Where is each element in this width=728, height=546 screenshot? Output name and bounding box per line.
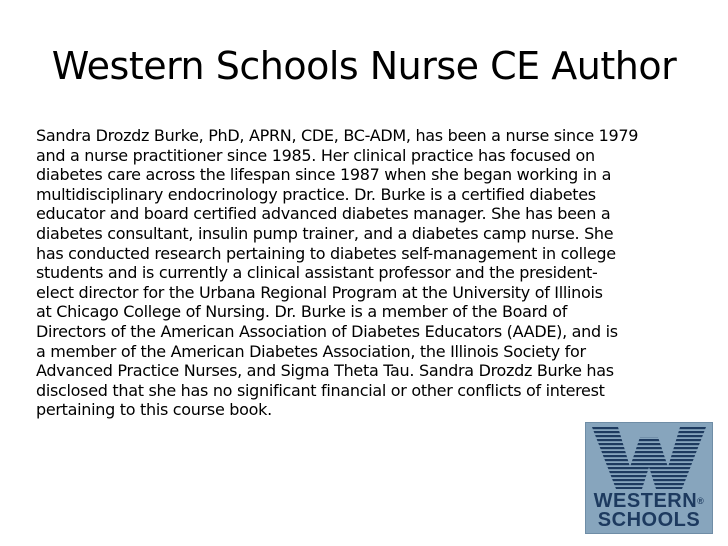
bio-line: Directors of the American Association of Diabetes Educators (AADE), and is (36, 321, 618, 341)
bio-line: diabetes consultant, insulin pump trainer, and a diabetes camp nurse. She (36, 223, 614, 243)
logo-line-2: SCHOOLS (597, 509, 701, 531)
trademark-mark: ® (697, 496, 705, 506)
bio-line: and a nurse practitioner since 1985. Her clinical practice has focused on (36, 145, 595, 165)
bio-line: Advanced Practice Nurses, and Sigma Theta Tau. Sandra Drozdz Burke has (36, 361, 614, 381)
bio-line: students and is currently a clinical assistant professor and the president- (36, 263, 598, 283)
bio-line: Sandra Drozdz Burke, PhD, APRN, CDE, BC-ADM, has been a nurse since 1979 (36, 126, 639, 145)
logo-line-1: WESTERN (593, 490, 698, 512)
bio-line: elect director for the Urbana Regional Program at the University of Illinois (36, 282, 603, 302)
bio-paragraph (36, 126, 696, 420)
bio-line: has conducted research pertaining to diabetes self-management in college (36, 243, 616, 263)
bio-line: disclosed that she has no significant financial or other conflicts of interest (36, 380, 605, 400)
bio-line: diabetes care across the lifespan since 1987 when she began working in a (36, 165, 612, 185)
bio-line: at Chicago College of Nursing. Dr. Burke is a member of the Board of (36, 302, 568, 322)
bio-line: multidisciplinary endocrinology practice. Dr. Burke is a certified diabetes (36, 184, 596, 204)
author-bio (36, 126, 696, 420)
bio-line: educator and board certified advanced diabetes manager. She has been a (36, 204, 611, 224)
bio-line: a member of the American Diabetes Association, the Illinois Society for (36, 341, 586, 361)
slide-title: Western Schools Nurse CE Author (51, 44, 677, 88)
bio-line: pertaining to this course book. (36, 400, 272, 420)
western-schools-logo (585, 422, 713, 534)
logo-word-top (586, 491, 712, 511)
